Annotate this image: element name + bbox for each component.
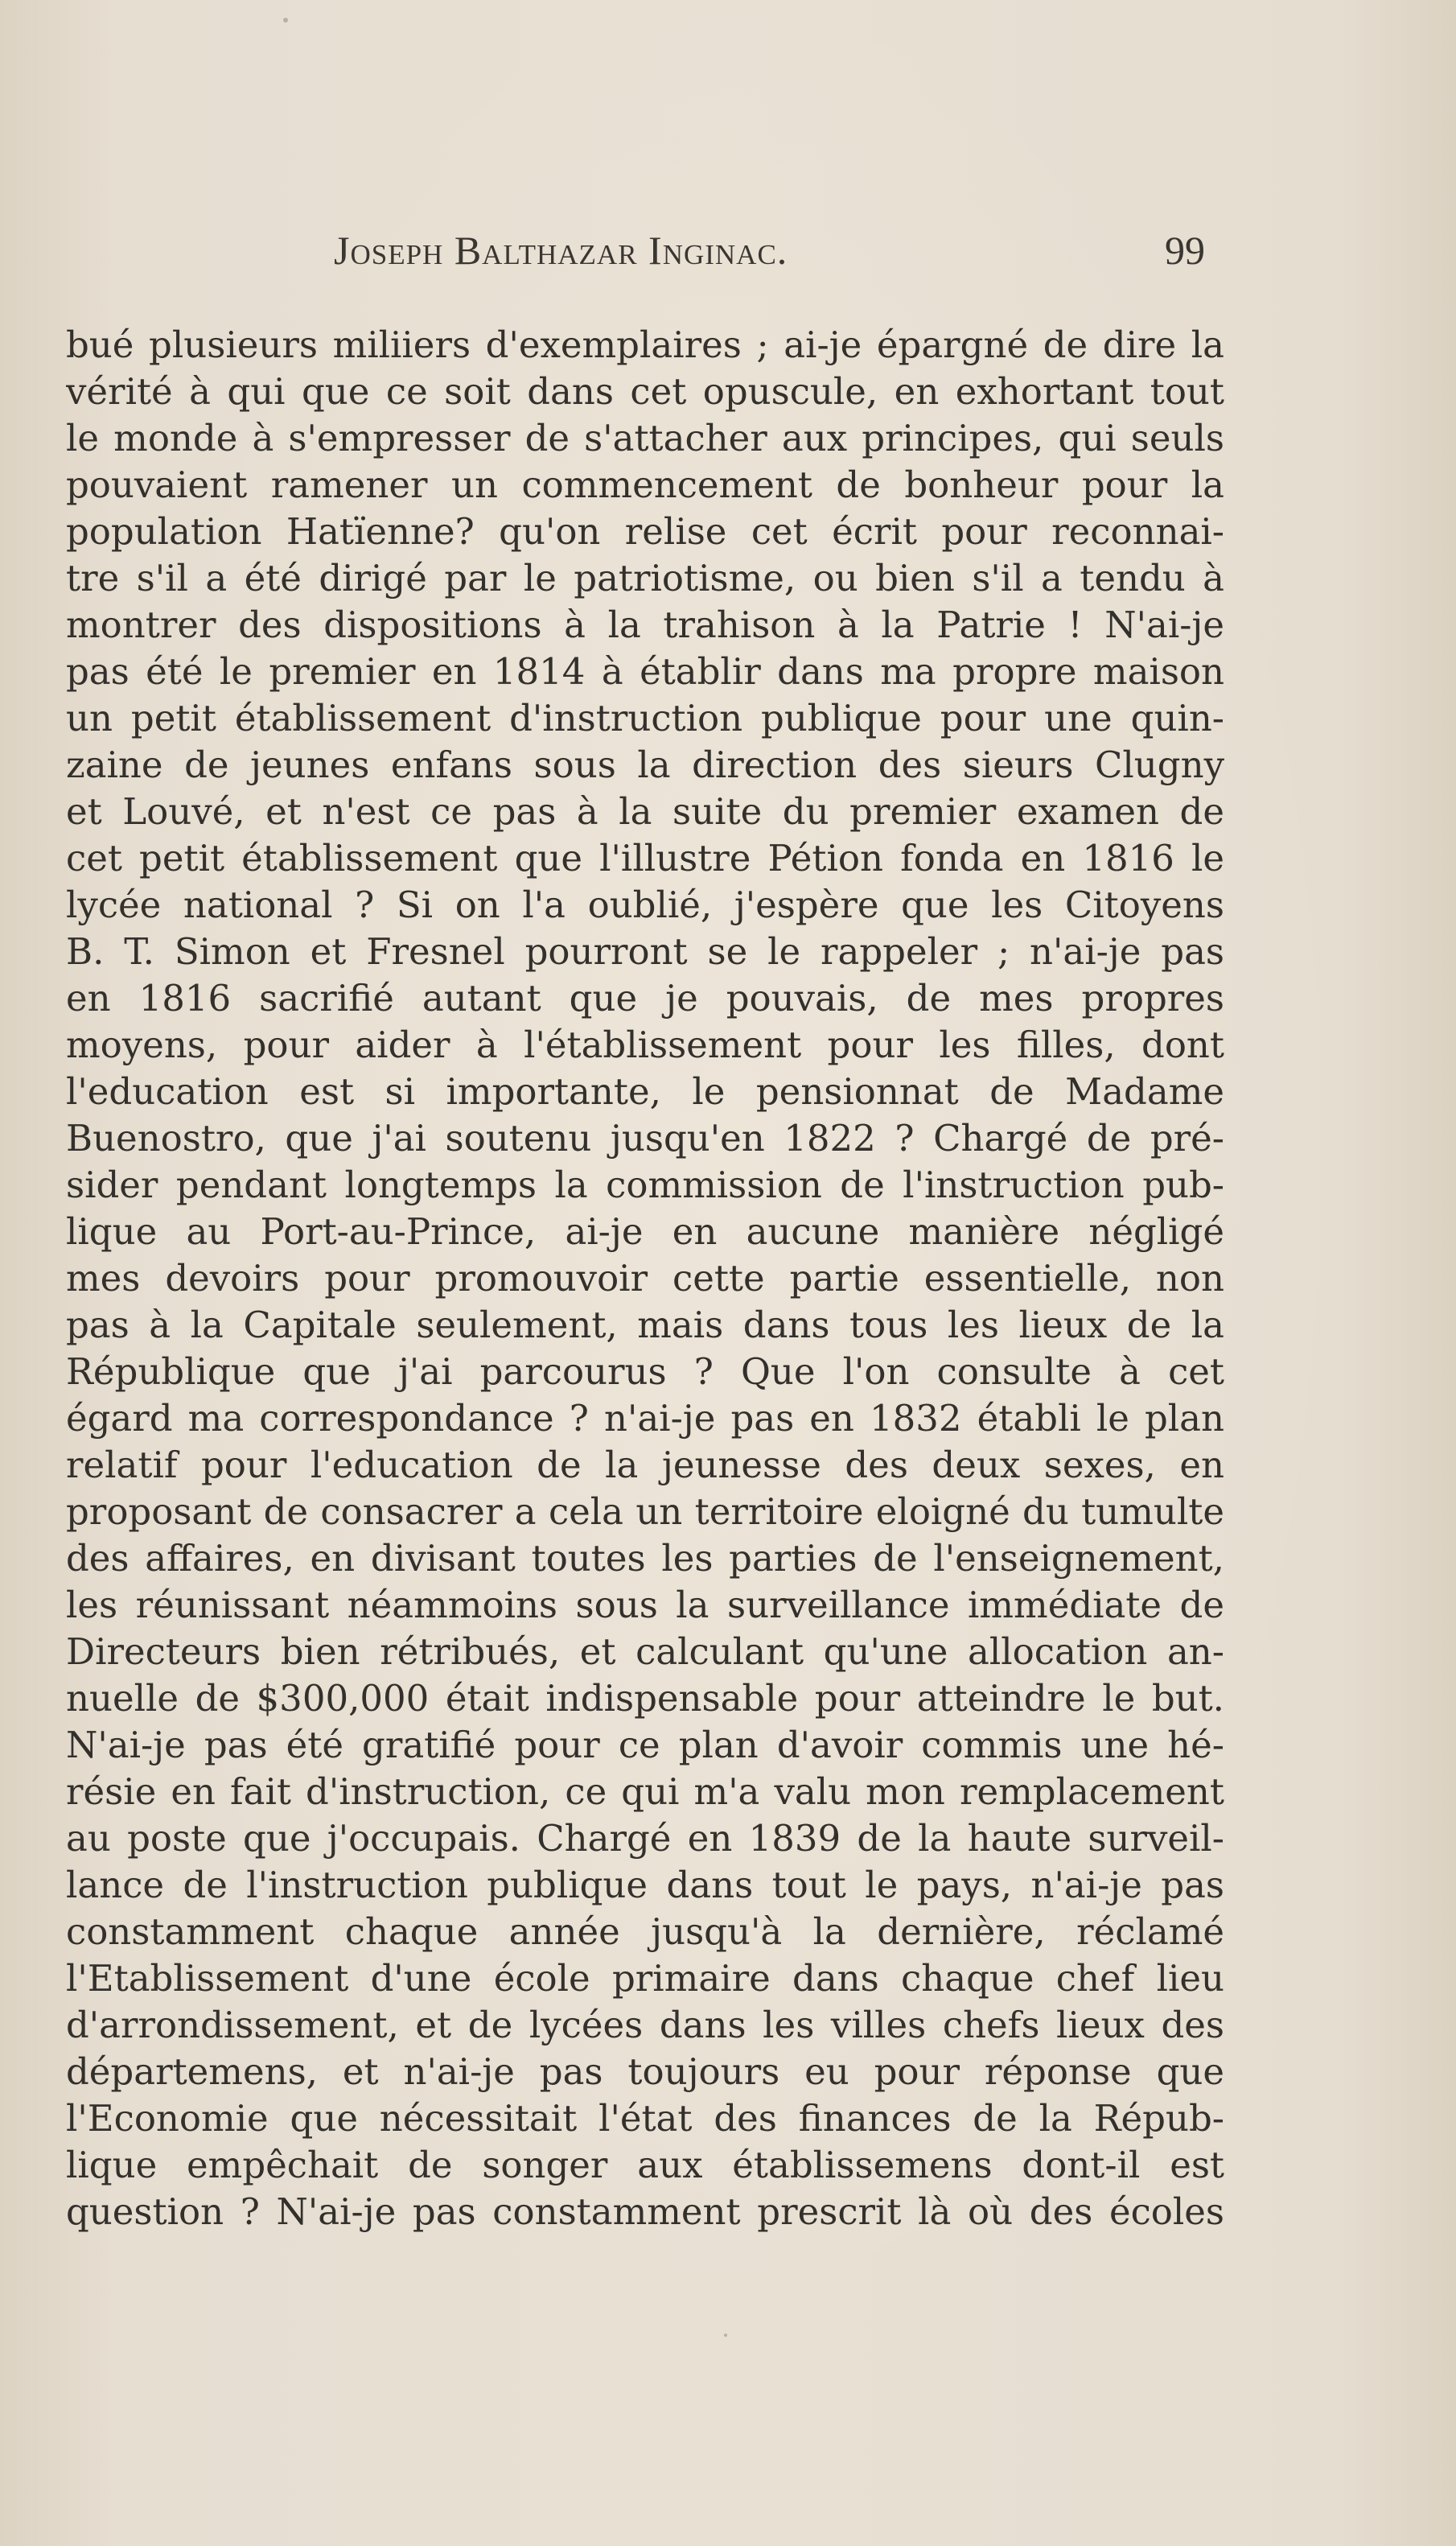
text-line: égard ma correspondance ? n'ai-je pas en 1832 établi le plan <box>66 1397 1224 1440</box>
text-line: tre s'il a été dirigé par le patriotisme, ou bien s'il a tendu à <box>66 557 1224 599</box>
text-line: vérité à qui que ce soit dans cet opuscule, en exhortant tout <box>66 370 1224 413</box>
text-line: cet petit établissement que l'illustre Pétion fonda en 1816 le <box>66 837 1224 880</box>
text-line: zaine de jeunes enfans sous la direction des sieurs Clugny <box>66 744 1224 786</box>
body-text <box>66 322 1224 2235</box>
text-line: Buenostro, que j'ai soutenu jusqu'en 1822 ? Chargé de pré- <box>66 1117 1224 1160</box>
text-line: montrer des dispositions à la trahison à la Patrie ! N'ai-je <box>66 604 1224 646</box>
text-line: lycée national ? Si on l'a oublié, j'espère que les Citoyens <box>66 884 1224 926</box>
text-line: proposant de consacrer a cela un territoire eloigné du tumulte <box>66 1490 1224 1533</box>
text-line: les réunissant néammoins sous la surveillance immédiate de <box>66 1584 1224 1626</box>
text-line: pouvaient ramener un commencement de bonheur pour la <box>66 463 1224 506</box>
text-line: et Louvé, et n'est ce pas à la suite du premier examen de <box>66 790 1224 833</box>
text-line: en 1816 sacrifié autant que je pouvais, de mes propres <box>66 977 1224 1020</box>
text-line: pas été le premier en 1814 à établir dans ma propre maison <box>66 650 1224 693</box>
text-line: B. T. Simon et Fresnel pourront se le rappeler ; n'ai-je pas <box>66 930 1224 973</box>
text-line: République que j'ai parcourus ? Que l'on consulte à cet <box>66 1350 1224 1393</box>
paper-speck <box>724 2334 727 2337</box>
text-line: un petit établissement d'instruction publique pour une quin- <box>66 697 1224 739</box>
text-line: mes devoirs pour promouvoir cette partie essentielle, non <box>66 1257 1224 1300</box>
running-head <box>0 227 1456 283</box>
text-line: départemens, et n'ai-je pas toujours eu pour réponse que <box>66 2050 1224 2093</box>
text-line: bué plusieurs miliiers d'exemplaires ; ai-je épargné de dire la <box>66 323 1224 366</box>
text-line: l'Etablissement d'une école primaire dans chaque chef lieu <box>66 1957 1224 2000</box>
text-line: lique au Port-au-Prince, ai-je en aucune manière négligé <box>66 1210 1224 1253</box>
page-number: 99 <box>1165 228 1205 273</box>
text-line: des affaires, en divisant toutes les parties de l'enseignement, <box>66 1537 1224 1580</box>
text-line: le monde à s'empresser de s'attacher aux principes, qui seuls <box>66 417 1224 459</box>
text-line: lique empêchait de songer aux établissemens dont-il est <box>66 2144 1224 2186</box>
text-line: population Hatïenne? qu'on relise cet écrit pour reconnai- <box>66 510 1224 553</box>
text-line: d'arrondissement, et de lycées dans les villes chefs lieux des <box>66 2004 1224 2046</box>
text-line: Directeurs bien rétribués, et calculant qu'une allocation an- <box>66 1630 1224 1673</box>
text-line: pas à la Capitale seulement, mais dans tous les lieux de la <box>66 1304 1224 1346</box>
text-line: relatif pour l'education de la jeunesse des deux sexes, en <box>66 1444 1224 1486</box>
text-line: lance de l'instruction publique dans tout le pays, n'ai-je pas <box>66 1864 1224 1906</box>
paper-speck <box>283 18 288 23</box>
text-line: sider pendant longtemps la commission de l'instruction pub- <box>66 1164 1224 1206</box>
running-head-title: Joseph Balthazar Inginac. <box>334 228 788 273</box>
text-line: question ? N'ai-je pas constamment prescrit là où des écoles <box>66 2190 1224 2233</box>
text-line: au poste que j'occupais. Chargé en 1839 de la haute surveil- <box>66 1817 1224 1860</box>
text-line: constamment chaque année jusqu'à la dernière, réclamé <box>66 1910 1224 1953</box>
text-line: l'education est si importante, le pensionnat de Madame <box>66 1070 1224 1113</box>
text-line: résie en fait d'instruction, ce qui m'a valu mon remplacement <box>66 1770 1224 1813</box>
text-line: N'ai-je pas été gratifié pour ce plan d'avoir commis une hé- <box>66 1724 1224 1766</box>
text-line: l'Economie que nécessitait l'état des finances de la Répub- <box>66 2097 1224 2140</box>
text-line: nuelle de $300,000 était indispensable pour atteindre le but. <box>66 1677 1224 1720</box>
text-line: moyens, pour aider à l'établissement pour les filles, dont <box>66 1024 1224 1066</box>
